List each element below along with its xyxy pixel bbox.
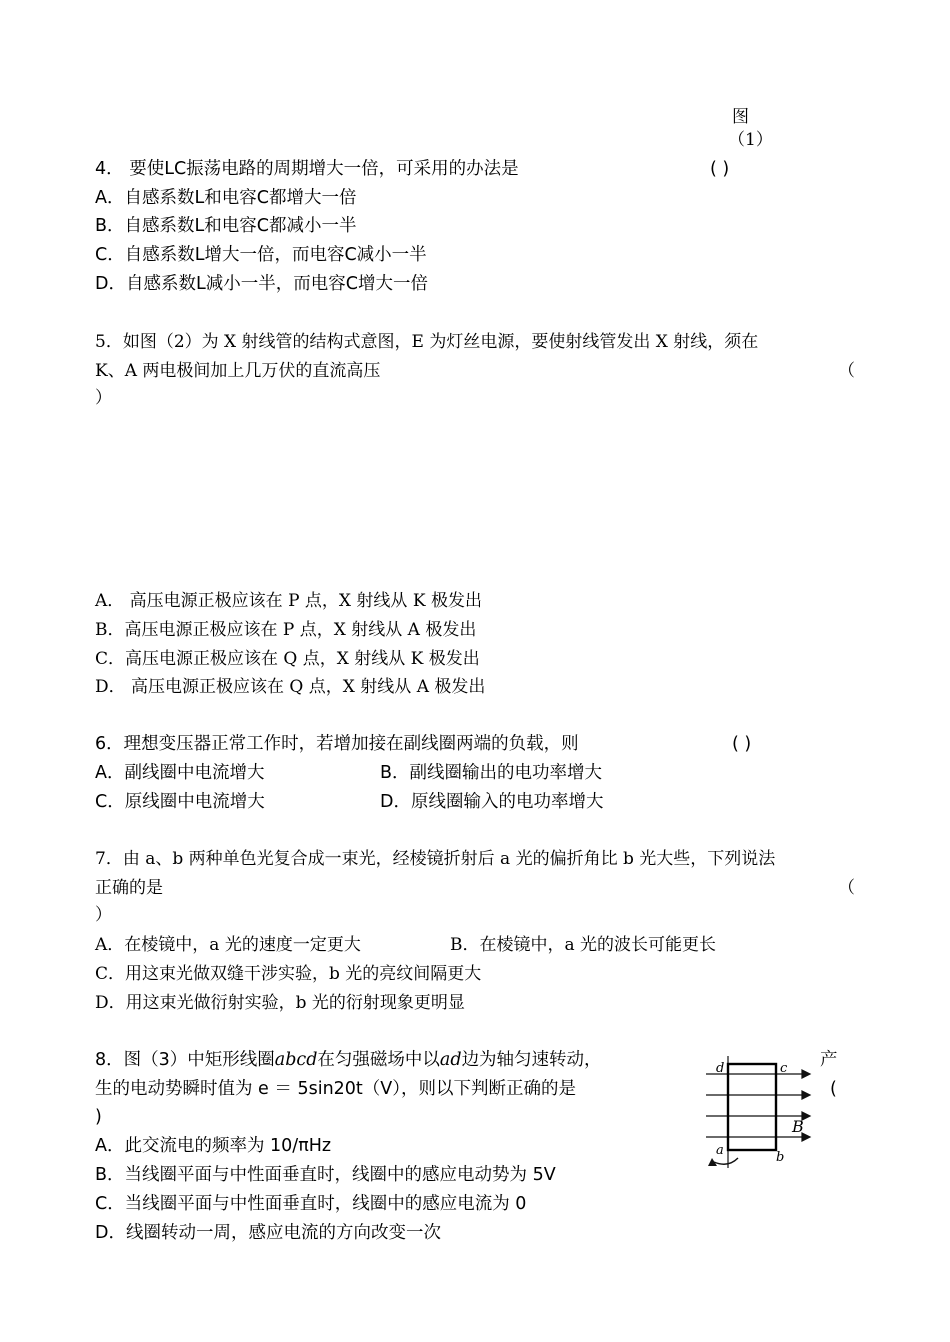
q6-option-a: A．副线圈中电流增大 — [95, 763, 265, 783]
field-arrow — [802, 1091, 810, 1099]
q5-option-c: C．高压电源正极应该在 Q 点，X 射线从 K 极发出 — [95, 649, 480, 669]
q5-bracket-close: ） — [95, 388, 112, 408]
label-d: d — [716, 1061, 725, 1076]
q7-option-d: D．用这束光做衍射实验，b 光的衍射现象更明显 — [95, 993, 465, 1013]
q6-option-d: D．原线圈输入的电功率增大 — [380, 792, 604, 812]
q4-option-b: B．自感系数L和电容C都减小一半 — [95, 216, 357, 236]
q7-stem-line1: 7．由 a、b 两种单色光复合成一束光，经棱镜折射后 a 光的偏折角比 b 光大些，下列说法 — [95, 849, 776, 869]
q8-stem-pre: 8．图（3）中矩形线圈 — [95, 1050, 275, 1070]
q5-option-d: D． 高压电源正极应该在 Q 点，X 射线从 A 极发出 — [95, 677, 486, 697]
q8-bracket-open: ( — [830, 1079, 837, 1099]
q8-axis-name: ad — [439, 1050, 462, 1070]
q4-option-c: C．自感系数L增大一倍，而电容C减小一半 — [95, 245, 427, 265]
q8-stem-mid: 在匀强磁场中以 — [317, 1050, 440, 1070]
q4-stem: 4． 要使LC振荡电路的周期增大一倍，可采用的办法是 — [95, 159, 519, 179]
q4-option-d: D．自感系数L减小一半，而电容C增大一倍 — [95, 274, 428, 294]
q7-bracket-close: ） — [95, 905, 112, 925]
q5-bracket-open: （ — [838, 361, 855, 381]
field-arrow — [802, 1070, 810, 1078]
q8-option-b: B．当线圈平面与中性面垂直时，线圈中的感应电动势为 5V — [95, 1165, 556, 1185]
q6-stem: 6．理想变压器正常工作时，若增加接在副线圈两端的负载，则 — [95, 734, 579, 754]
figure-1-caption-top: 图 — [732, 107, 749, 127]
q4-answer-bracket: ( ) — [710, 159, 730, 179]
q7-stem-line2: 正确的是 — [95, 878, 163, 898]
q7-option-c: C．用这束光做双缝干涉实验，b 光的亮纹间隔更大 — [95, 964, 482, 984]
label-c: c — [780, 1061, 788, 1076]
q7-option-b: B．在棱镜中，a 光的波长可能更长 — [450, 935, 717, 955]
q7-bracket-open: （ — [838, 878, 855, 898]
q8-stem-post: 边为轴匀速转动， — [461, 1050, 602, 1070]
q6-answer-bracket: ( ) — [732, 734, 752, 754]
figure-3-coil-diagram — [694, 1054, 816, 1172]
q8-stem-line1 — [95, 1048, 602, 1072]
label-B: B — [792, 1117, 804, 1136]
q6-option-c: C．原线圈中电流增大 — [95, 792, 265, 812]
q5-stem-line2: K、A 两电极间加上几万伏的直流高压 — [95, 361, 381, 381]
q8-stem-end1: 产 — [820, 1050, 838, 1070]
q8-stem-line2: 生的电动势瞬时值为 e ＝ 5sin20t（V），则以下判断正确的是 — [95, 1079, 577, 1099]
q5-stem-line1: 5．如图（2）为 X 射线管的结构式意图，E 为灯丝电源，要使射线管发出 X 射线，须在 — [95, 332, 759, 352]
rotation-arrow — [714, 1158, 738, 1164]
label-b: b — [776, 1150, 785, 1165]
q6-option-b: B．副线圈输出的电功率增大 — [380, 763, 603, 783]
q5-option-a: A． 高压电源正极应该在 P 点，X 射线从 K 极发出 — [95, 591, 482, 611]
q8-option-d: D．线圈转动一周，感应电流的方向改变一次 — [95, 1223, 441, 1243]
q5-option-b: B．高压电源正极应该在 P 点，X 射线从 A 极发出 — [95, 620, 477, 640]
q8-option-c: C．当线圈平面与中性面垂直时，线圈中的感应电流为 0 — [95, 1194, 527, 1214]
q4-option-a: A．自感系数L和电容C都增大一倍 — [95, 188, 357, 208]
label-a: a — [716, 1143, 724, 1158]
q8-bracket-close: ) — [95, 1107, 102, 1127]
q7-option-a: A．在棱镜中，a 光的速度一定更大 — [95, 935, 361, 955]
q8-coil-name: abcd — [274, 1050, 318, 1070]
figure-1-caption-bottom: （1） — [728, 130, 773, 150]
q8-option-a: A．此交流电的频率为 10/πHz — [95, 1136, 332, 1156]
